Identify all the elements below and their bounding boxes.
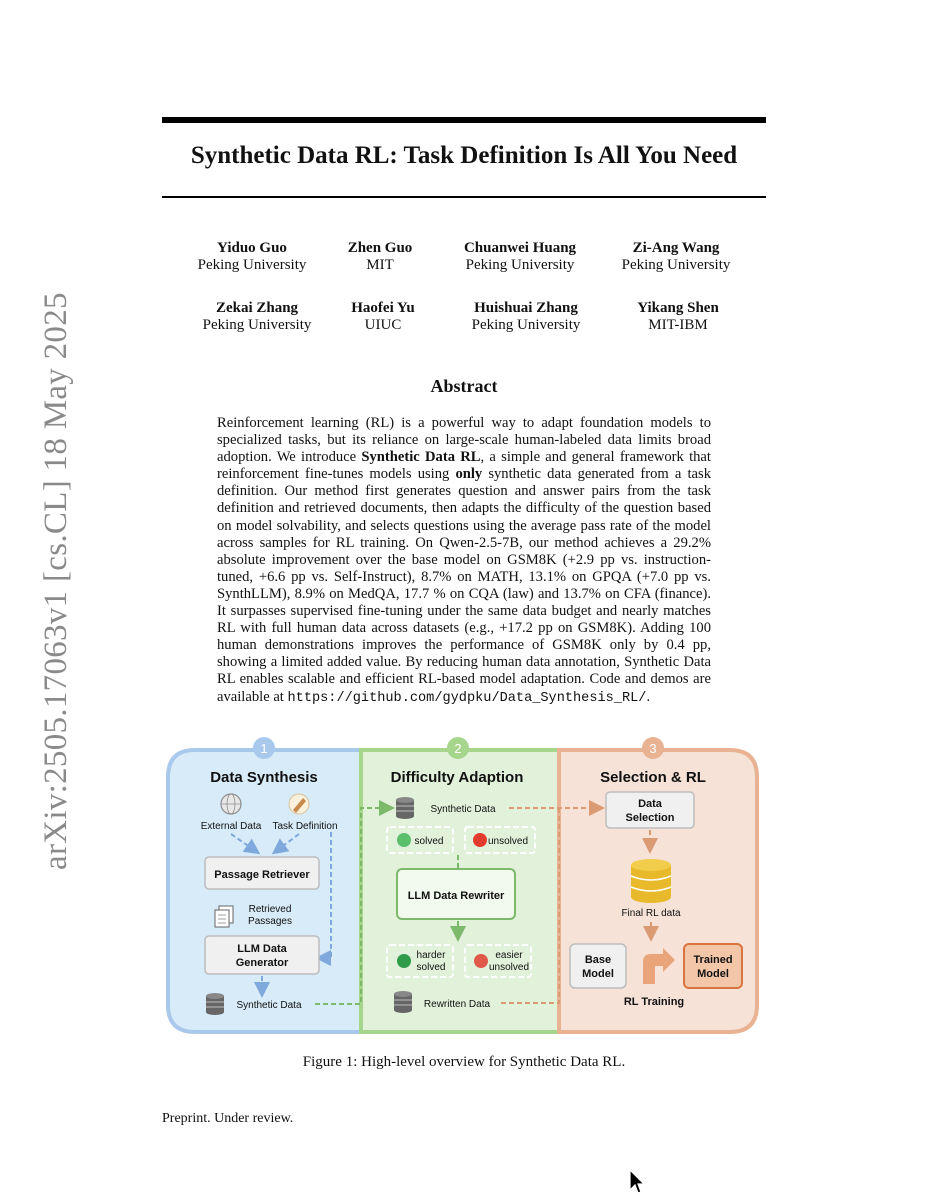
paper-title: Synthetic Data RL: Task Definition Is All You Need [190, 142, 738, 169]
author-name: Yikang Shen [637, 300, 719, 316]
panel-title: Data Synthesis [210, 769, 318, 786]
llm-data-rewriter-label: LLM Data Rewriter [407, 890, 505, 902]
arxiv-side-stamp: arXiv:2505.17063v1 [cs.CL] 18 May 2025 [38, 292, 74, 870]
database-icon [394, 991, 412, 1013]
author-block [300, 240, 460, 274]
base-model-label: Model [582, 968, 614, 980]
unsolved-label: unsolved [487, 836, 529, 847]
author-block [598, 300, 758, 334]
solved-label: solved [414, 836, 444, 847]
title-bottom-rule [162, 196, 766, 198]
author-block [440, 240, 600, 274]
author-name: Yiduo Guo [217, 240, 287, 256]
pencil-note-icon [289, 794, 309, 814]
trained-model-box [684, 944, 742, 988]
harder-solved-label: harder [416, 950, 446, 961]
base-model-box [570, 944, 626, 988]
panel-title: Difficulty Adaption [390, 769, 524, 786]
abstract-heading: Abstract [430, 376, 498, 396]
author-affiliation: MIT [366, 257, 394, 273]
harder-solved-label: solved [416, 962, 446, 973]
abstract-body [217, 415, 711, 707]
author-name: Haofei Yu [351, 300, 415, 316]
llm-data-generator-label: LLM Data [237, 943, 287, 955]
author-name: Chuanwei Huang [463, 240, 577, 256]
rl-training-label: RL Training [623, 996, 685, 1008]
figure-caption: Figure 1: High-level overview for Synthetic Data RL. [302, 1054, 626, 1070]
author-affiliation: Peking University [471, 317, 581, 333]
panel-title: Selection & RL [600, 769, 706, 786]
external-data-label: External Data [200, 821, 262, 832]
author-affiliation: Peking University [621, 257, 731, 273]
author-affiliation: Peking University [202, 317, 312, 333]
red-dot-icon [473, 833, 487, 847]
abstract-text-run: synthetic data generated from a task definition. Our method first generates question and answer pairs from the task definition and retrieved documents, then adapts the difficulty of the question based on model solvability, and selects questions using the average pass rate of the model across samples for RL training. On Qwen-2.5-7B, our method achieves a 29.2% absolute improvement over the base model on GSM8K (+2.9 pp vs. instruction-tuned, +6.6 pp vs. Self-Instruct), 8.7% on MATH, 13.1% on GPQA (+7.0 pp vs. SynthLLM), 8.9% on MedQA, 17.7 % on CQA (law) and 13.7% on CFA (finance). It surpasses supervised fine-tuning under the same data budget and nearly matches RL with full human data across datasets (e.g., +17.2 pp on GSM8K). Adding 100 human demonstrations improves the performance of GSM8K only by 0.4 pp, showing a limited added value. By reducing human data annotation, Synthetic Data RL enables scalable and efficient RL-based model adaptation. Code and demos are available at [217, 466, 711, 705]
author-name: Huishuai Zhang [474, 300, 578, 316]
globe-icon [221, 794, 241, 814]
author-block [446, 300, 606, 334]
panel-data-synthesis [168, 750, 361, 1032]
author-affiliation: UIUC [364, 317, 402, 333]
author-affiliation: Peking University [197, 257, 307, 273]
green-dot-icon [397, 833, 411, 847]
llm-data-generator-label: Generator [235, 957, 289, 969]
rewritten-data-label: Rewritten Data [423, 999, 491, 1010]
author-affiliation: Peking University [465, 257, 575, 273]
passage-retriever-label: Passage Retriever [214, 869, 310, 881]
author-affiliation: MIT-IBM [648, 317, 708, 333]
abstract-bold-run: only [455, 466, 483, 483]
author-name: Zi-Ang Wang [632, 240, 720, 256]
database-icon [396, 797, 414, 819]
synthetic-data-label: Synthetic Data [236, 1000, 302, 1011]
data-selection-label: Data [638, 798, 662, 810]
code-repo-link[interactable]: https://github.com/gydpku/Data_Synthesis_RL/ [287, 690, 647, 706]
retrieved-passages-label: Retrieved [248, 904, 292, 915]
trained-model-label: Model [697, 968, 729, 980]
final-rl-data-label: Final RL data [621, 908, 681, 919]
easier-unsolved-label: easier [495, 950, 523, 961]
synthetic-data-label: Synthetic Data [430, 804, 496, 815]
base-model-label: Base [584, 954, 612, 966]
abstract-bold-run: Synthetic Data RL [361, 449, 481, 466]
trained-model-label: Trained [693, 954, 733, 966]
easier-unsolved-label: unsolved [488, 962, 530, 973]
step-number: 2 [454, 741, 462, 756]
author-block [303, 300, 463, 334]
abstract-text-run: , a simple and general framework that reinforcement fine-tunes models using [217, 449, 711, 483]
database-icon [206, 993, 224, 1015]
overview-figure [165, 732, 765, 1042]
author-name: Zhen Guo [347, 240, 413, 256]
author-block [596, 240, 756, 274]
task-definition-label: Task Definition [272, 821, 338, 832]
retrieved-passages-label: Passages [248, 916, 292, 927]
title-top-rule [162, 117, 766, 123]
gold-database-icon [631, 859, 671, 903]
preprint-note: Preprint. Under review. [162, 1111, 294, 1126]
step-number: 1 [260, 741, 268, 756]
author-name: Zekai Zhang [215, 300, 299, 316]
green-dot-icon [397, 954, 411, 968]
abstract-text-run: Reinforcement learning (RL) is a powerful way to adapt foundation models to specialized tasks, but its reliance on large-scale human-labeled data limits broad adoption. We introduce [217, 415, 711, 466]
red-dot-icon [474, 954, 488, 968]
mouse-cursor-icon [628, 1168, 646, 1196]
data-selection-label: Selection [625, 812, 675, 824]
abstract-text-run: . [646, 688, 651, 705]
step-number: 3 [649, 741, 657, 756]
